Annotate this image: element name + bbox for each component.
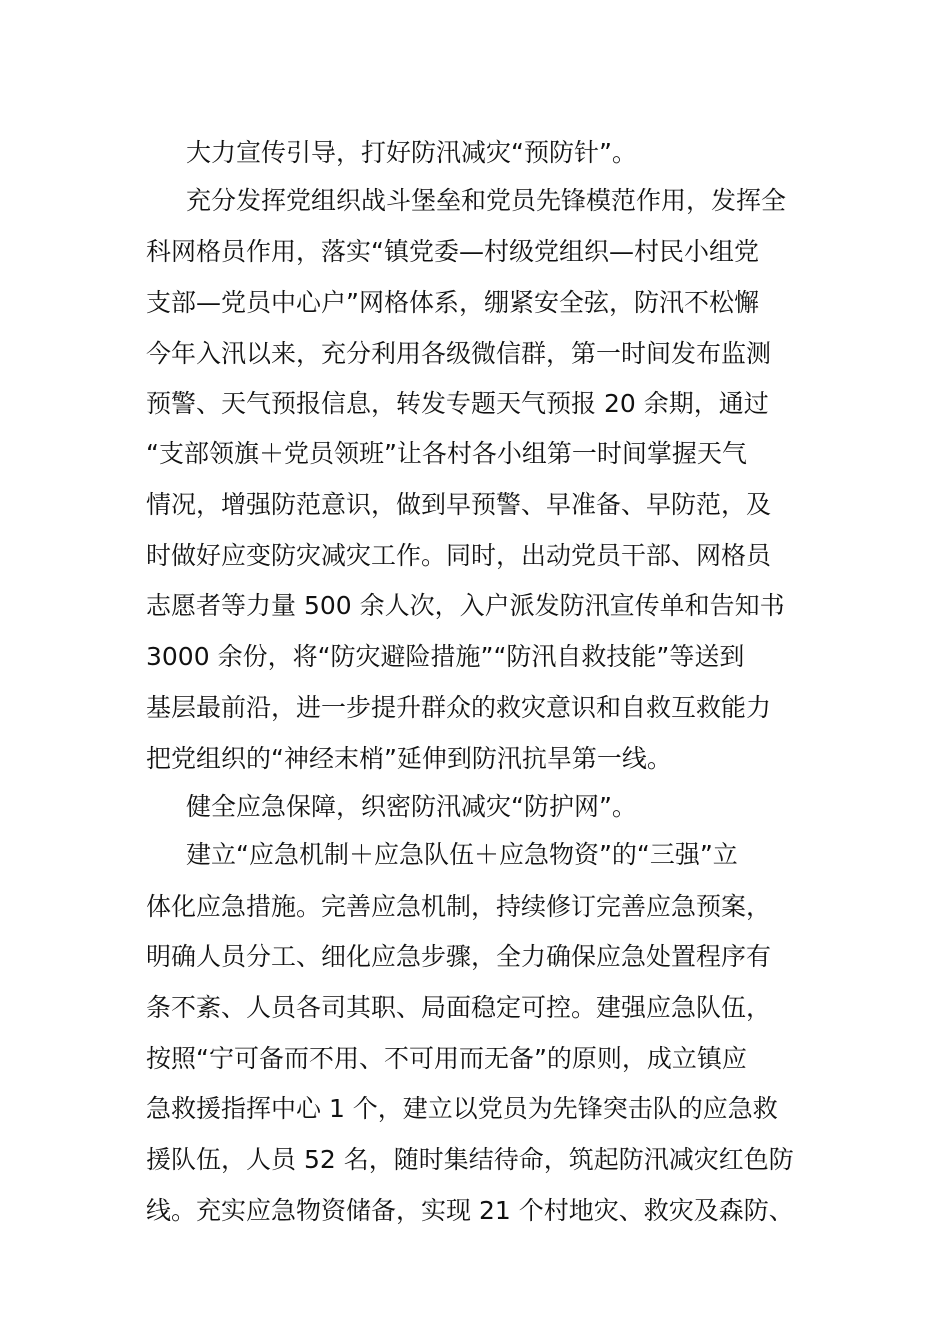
paragraph-line: 预警、天气预报信息，转发专题天气预报 20 余期，通过	[146, 389, 769, 418]
paragraph-line: 体化应急措施。完善应急机制，持续修订完善应急预案，	[146, 892, 772, 921]
paragraph-line: 志愿者等力量 500 余人次，入户派发防汛宣传单和告知书	[146, 591, 785, 620]
paragraph-line: 情况，增强防范意识，做到早预警、早准备、早防范，及	[146, 490, 772, 519]
paragraph-line: 时做好应变防灾减灾工作。同时，出动党员干部、网格员	[146, 541, 772, 570]
paragraph-line: 充分发挥党组织战斗堡垒和党员先锋模范作用，发挥全	[186, 186, 787, 215]
paragraph-line: 援队伍，人员 52 名，随时集结待命，筑起防汛减灾红色防	[146, 1145, 794, 1174]
paragraph-line: 基层最前沿，进一步提升群众的救灾意识和自救互救能力	[146, 693, 772, 722]
paragraph-line: 今年入汛以来，充分利用各级微信群，第一时间发布监测	[146, 339, 772, 368]
paragraph-line: 科网格员作用，落实“镇党委—村级党组织—村民小组党	[146, 237, 759, 266]
paragraph-line: 把党组织的“神经末梢”延伸到防汛抗旱第一线。	[146, 744, 672, 773]
paragraph-line: 条不紊、人员各司其职、局面稳定可控。建强应急队伍，	[146, 993, 772, 1022]
paragraph-line: 支部—党员中心户”网格体系，绷紧安全弦，防汛不松懈	[146, 288, 759, 317]
paragraph-line: “支部领旗＋党员领班”让各村各小组第一时间掌握天气	[146, 439, 747, 468]
section-heading-2: 健全应急保障，织密防汛减灾“防护网”。	[186, 792, 637, 821]
paragraph-line: 按照“宁可备而不用、不可用而无备”的原则，成立镇应	[146, 1044, 747, 1073]
paragraph-line: 明确人员分工、细化应急步骤，全力确保应急处置程序有	[146, 942, 772, 971]
paragraph-line: 3000 余份，将“防灾避险措施”“防汛自救技能”等送到	[146, 642, 745, 671]
section-heading-1: 大力宣传引导，打好防汛减灾“预防针”。	[186, 138, 637, 167]
paragraph-line: 线。充实应急物资储备，实现 21 个村地灾、救灾及森防、	[146, 1196, 794, 1225]
paragraph-line: 急救援指挥中心 1 个，建立以党员为先锋突击队的应急救	[146, 1094, 778, 1123]
paragraph-line: 建立“应急机制＋应急队伍＋应急物资”的“三强”立	[186, 840, 738, 869]
